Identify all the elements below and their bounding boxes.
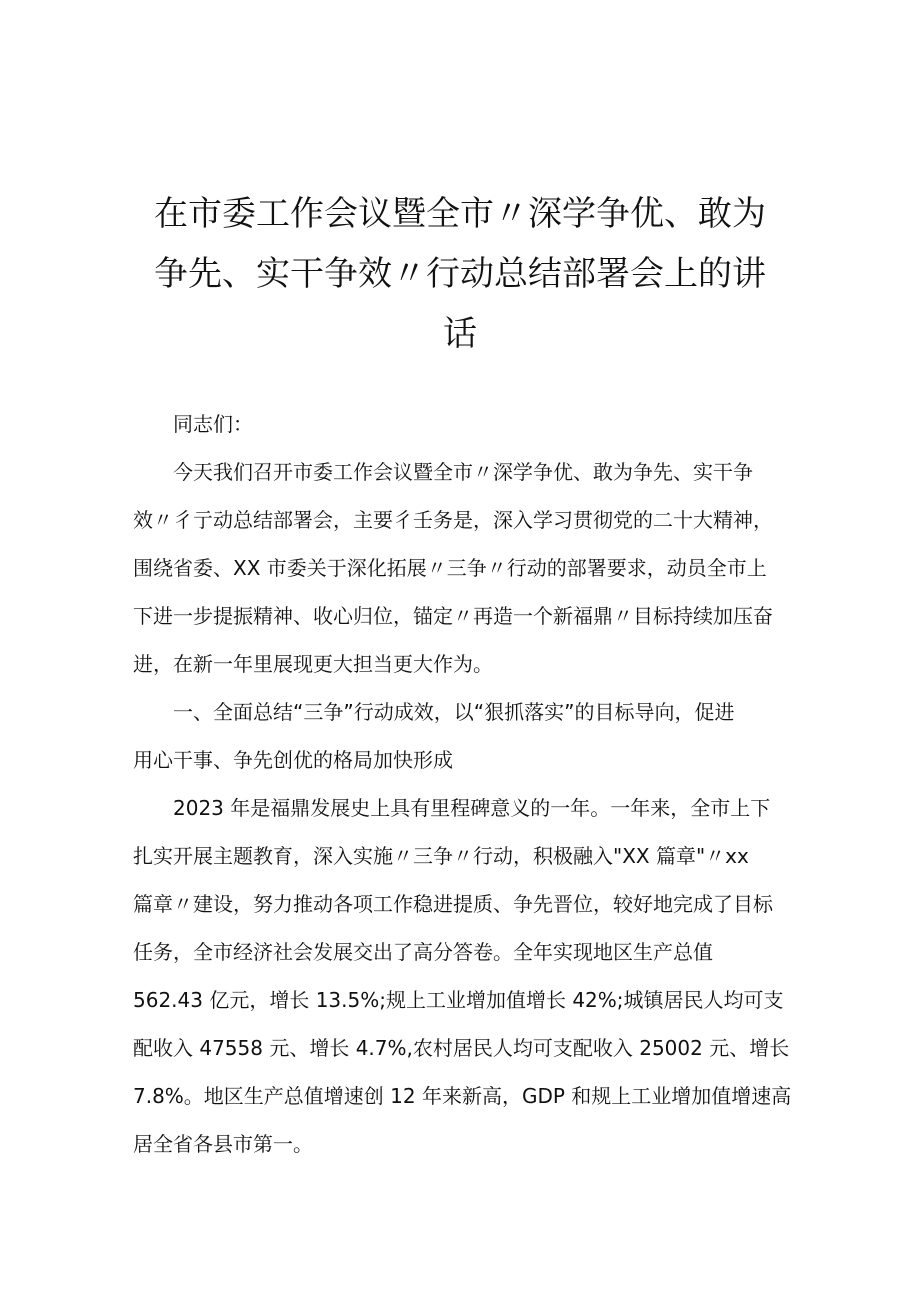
title-line-2: 争先、实干争效〃行动总结部署会上的讲 (154, 254, 766, 294)
paragraph-line: 进，在新一年里展现更大担当更大作为。 (133, 652, 493, 676)
paragraph-line: 562.43 亿元，增长 13.5%;规上工业增加值增长 42%;城镇居民人均可支 (133, 988, 784, 1012)
document-title (150, 184, 770, 364)
paragraph-line: 2023 年是福鼎发展史上具有里程碑意义的一年。一年来，全市上下 (173, 796, 771, 820)
section-heading-1 (133, 688, 793, 784)
heading-line: 一、全面总结“三争”行动成效，以“狠抓落实”的目标导向，促进 (173, 700, 735, 724)
title-line-1: 在市委工作会议暨全市〃深学争优、敢为 (154, 194, 766, 234)
paragraph-line: 下进一步提振精神、收心归位，锚定〃再造一个新福鼎〃目标持续加压奋 (133, 604, 773, 628)
paragraph-line: 扎实开展主题教育，深入实施〃三争〃行动，积极融入"XX 篇章"〃xx (133, 844, 749, 868)
paragraph-line: 任务，全市经济社会发展交出了高分答卷。全年实现地区生产总值 (133, 940, 713, 964)
paragraph-line: 效〃彳亍动总结部署会，主要彳壬务是，深入学习贯彻党的二十大精神， (133, 508, 773, 532)
paragraph-line: 配收入 47558 元、增长 4.7%,农村居民人均可支配收入 25002 元、增长 (133, 1036, 790, 1060)
paragraph-line: 围绕省委、XX 市委关于深化拓展〃三争〃行动的部署要求，动员全市上 (133, 556, 767, 580)
title-line-3: 话 (443, 314, 477, 354)
document-body (133, 400, 793, 1168)
paragraph-line: 居全省各县市第一。 (133, 1132, 313, 1156)
paragraph-line: 篇章〃建设，努力推动各项工作稳进提质、争先晋位，较好地完成了目标 (133, 892, 773, 916)
paragraph-achievements (133, 784, 793, 1168)
greeting: 同志们： (173, 412, 253, 436)
paragraph-line: 今天我们召开市委工作会议暨全市〃深学争优、敢为争先、实干争 (173, 460, 753, 484)
paragraph-intro (133, 448, 793, 688)
heading-line: 用心干事、争先创优的格局加快形成 (133, 748, 453, 772)
paragraph-line: 7.8%。地区生产总值增速创 12 年来新高，GDP 和规上工业增加值增速高 (133, 1084, 792, 1108)
